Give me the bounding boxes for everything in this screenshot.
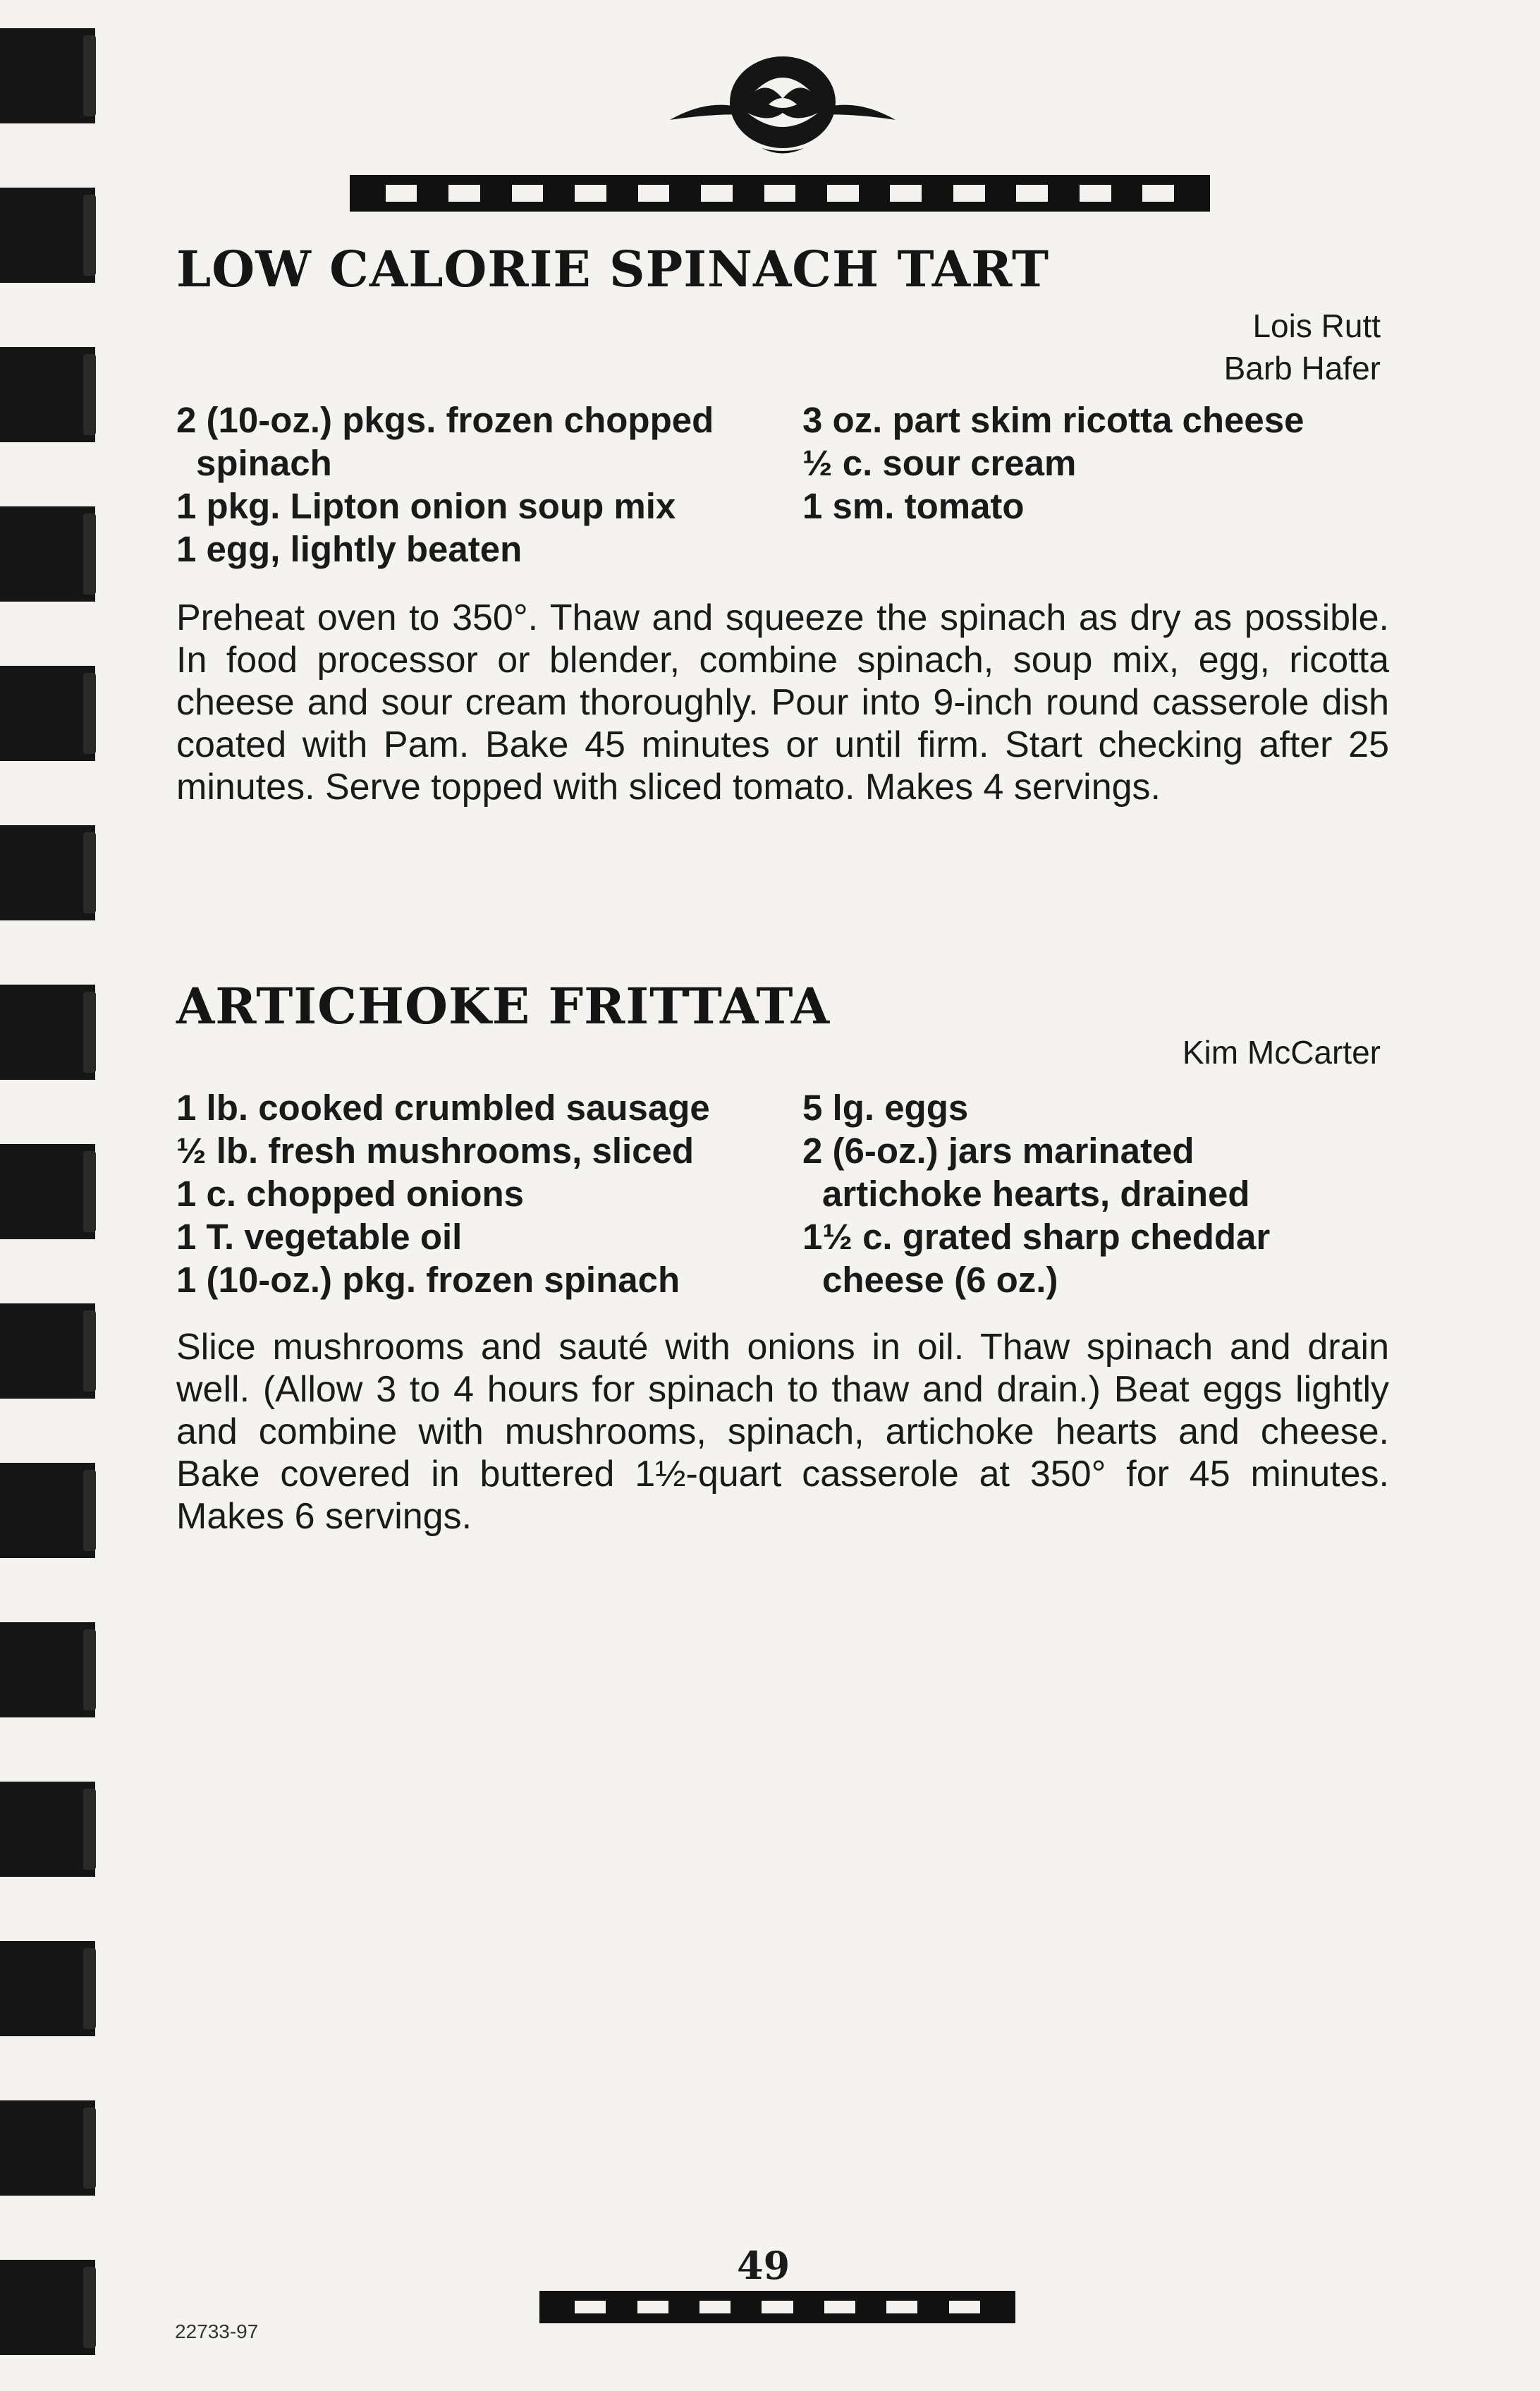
checker-square	[764, 185, 796, 202]
ingredient: spinach	[196, 443, 332, 483]
ingredient: artichoke hearts, drained	[822, 1174, 1250, 1214]
checker-square	[855, 2295, 886, 2319]
binding-ring	[83, 35, 96, 116]
checker-square	[890, 185, 922, 202]
checker-square	[1174, 179, 1206, 207]
binding-tab	[0, 825, 95, 920]
binding-ring	[83, 1470, 96, 1551]
checker-square	[606, 2295, 637, 2319]
checker-square	[985, 179, 1017, 207]
page-number: 49	[737, 2243, 790, 2288]
checker-square	[859, 179, 891, 207]
ingredient: 1 T. vegetable oil	[176, 1217, 463, 1257]
ingredients-left	[176, 1086, 710, 1301]
binding-tab	[0, 347, 95, 442]
binding-tab	[0, 1941, 95, 2036]
checker-square	[1080, 185, 1111, 202]
ingredient: 2 (10-oz.) pkgs. frozen chopped	[176, 400, 714, 440]
binding-tab	[0, 28, 95, 123]
checker-square	[386, 185, 417, 202]
ingredient: 3 oz. part skim ricotta cheese	[802, 400, 1304, 440]
binding-tab	[0, 1303, 95, 1399]
checker-square	[701, 185, 733, 202]
binding-tab	[0, 188, 95, 283]
binding-ring	[83, 673, 96, 754]
binding-tab	[0, 985, 95, 1080]
checker-square	[886, 2301, 917, 2313]
author-name: Lois Rutt	[1252, 308, 1381, 344]
checker-square	[731, 2295, 762, 2319]
checker-square	[793, 2295, 824, 2319]
binding-tab	[0, 2100, 95, 2196]
binding-ring	[83, 1151, 96, 1232]
checker-square	[637, 2301, 668, 2313]
author-name: Barb Hafer	[1223, 350, 1381, 387]
checker-border-top	[350, 175, 1210, 212]
checker-square	[638, 185, 670, 202]
binding-ring	[83, 354, 96, 435]
ingredient: 5 lg. eggs	[802, 1088, 969, 1128]
checker-square	[699, 2301, 731, 2313]
checker-border-bottom	[539, 2291, 1015, 2323]
binding-tab	[0, 666, 95, 761]
ingredient: 1 egg, lightly beaten	[176, 529, 522, 569]
checker-square	[575, 2301, 606, 2313]
binding-tab	[0, 1144, 95, 1239]
binding-ring	[83, 513, 96, 595]
checker-square	[417, 179, 448, 207]
checker-square	[512, 185, 544, 202]
checker-square	[354, 179, 386, 207]
rose-icon	[663, 42, 903, 162]
ingredients-right	[802, 1086, 1270, 1301]
checker-square	[824, 2301, 855, 2313]
ingredient: ½ c. sour cream	[802, 443, 1077, 483]
ingredient: 1 sm. tomato	[802, 486, 1025, 526]
binding-ring	[83, 2267, 96, 2348]
checker-square	[480, 179, 512, 207]
ingredient: ½ lb. fresh mushrooms, sliced	[176, 1131, 695, 1171]
checker-square	[733, 179, 764, 207]
binding-ring	[83, 1310, 96, 1392]
checker-square	[1111, 179, 1143, 207]
binding-tab	[0, 1622, 95, 1717]
ingredient: cheese (6 oz.)	[822, 1260, 1058, 1300]
binding-ring	[83, 832, 96, 913]
ingredients-right	[802, 399, 1304, 528]
binding-tab	[0, 2260, 95, 2355]
checker-square	[917, 2295, 948, 2319]
recipe-authors	[1224, 305, 1381, 389]
checker-square	[1048, 179, 1080, 207]
spiral-binding	[0, 0, 106, 2391]
binding-tab	[0, 506, 95, 602]
ingredients-left	[176, 399, 714, 571]
checker-square	[1016, 185, 1048, 202]
recipe-title: ARTICHOKE FRITTATA	[176, 977, 831, 1035]
ingredient: 2 (6-oz.) jars marinated	[802, 1131, 1194, 1171]
recipe-title: LOW CALORIE SPINACH TART	[176, 240, 1050, 298]
checker-square	[669, 179, 701, 207]
checker-square	[544, 2295, 575, 2319]
checker-square	[543, 179, 575, 207]
recipe-directions: Slice mushrooms and sauté with onions in oil. Thaw spinach and drain well. (Allow 3 to 4 hours for spinach to thaw and drain.) Beat eggs lightly and combine with mushrooms, spinach, artichoke hearts and cheese. Bake covered in buttered 1½-quart casserole at 350° for 45 minutes. Makes 6 servings.	[176, 1327, 1389, 1537]
checker-square	[827, 185, 859, 202]
ingredient: 1 c. chopped onions	[176, 1174, 525, 1214]
binding-ring	[83, 992, 96, 1073]
binding-tab	[0, 1463, 95, 1558]
recipe-authors	[1182, 1031, 1381, 1073]
ingredient: 1 (10-oz.) pkg. frozen spinach	[176, 1260, 680, 1300]
checker-square	[762, 2301, 793, 2313]
binding-ring	[83, 1948, 96, 2029]
binding-tab	[0, 1782, 95, 1877]
author-name: Kim McCarter	[1182, 1034, 1381, 1071]
ingredient: 1 lb. cooked crumbled sausage	[176, 1088, 710, 1128]
binding-ring	[83, 1629, 96, 1710]
checker-square	[795, 179, 827, 207]
checker-square	[448, 185, 480, 202]
checker-square	[575, 185, 606, 202]
checker-square	[922, 179, 953, 207]
binding-ring	[83, 2107, 96, 2189]
catalog-code: 22733-97	[175, 2320, 259, 2342]
binding-ring	[83, 195, 96, 276]
checker-square	[606, 179, 638, 207]
checker-square	[949, 2301, 980, 2313]
checker-square	[668, 2295, 699, 2319]
ingredient: 1½ c. grated sharp cheddar	[802, 1217, 1271, 1257]
checker-square	[980, 2295, 1011, 2319]
binding-ring	[83, 1789, 96, 1870]
ingredient: 1 pkg. Lipton onion soup mix	[176, 486, 676, 526]
checker-square	[953, 185, 985, 202]
checker-square	[1142, 185, 1174, 202]
recipe-directions: Preheat oven to 350°. Thaw and squeeze the spinach as dry as possible. In food processor or blender, combine spinach, soup mix, egg, ricotta cheese and sour cream thoroughly. Pour into 9-inch round casserole dish coated with Pam. Bake 45 minutes or until firm. Start checking after 25 minutes. Serve topped with sliced tomato. Makes 4 servings.	[176, 597, 1389, 808]
